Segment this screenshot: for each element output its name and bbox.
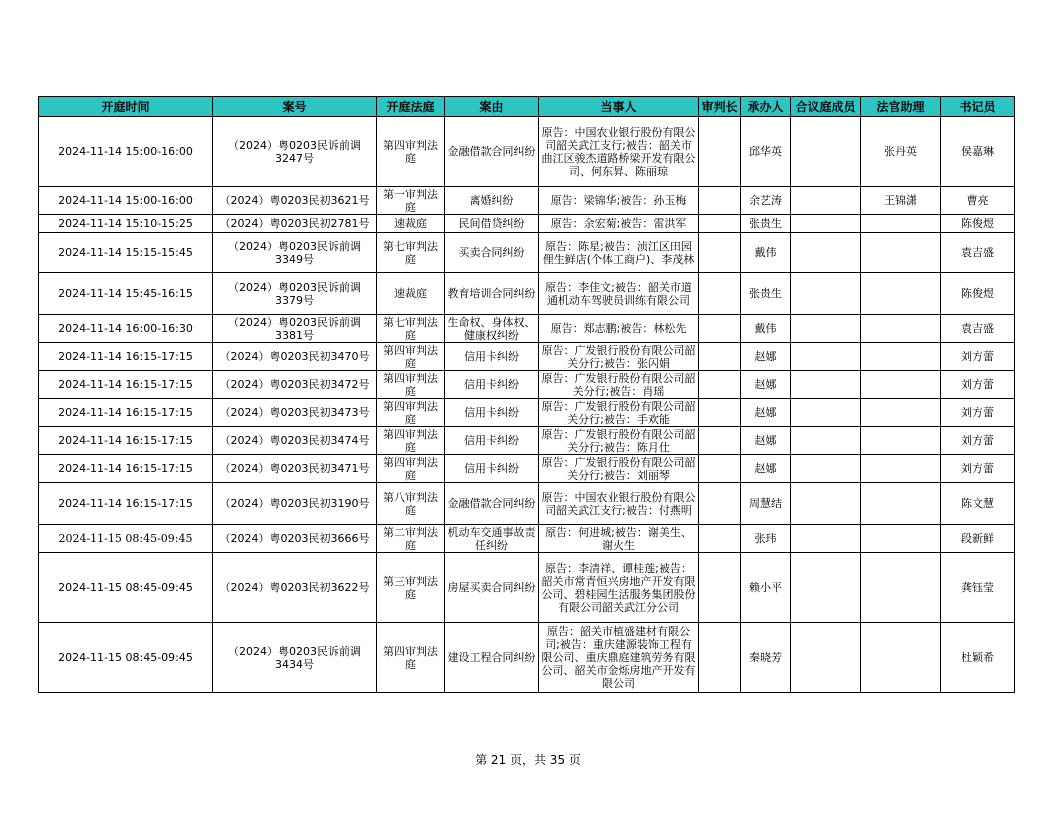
parties-cell: [539, 233, 699, 273]
handler-cell: [741, 315, 791, 343]
time-text: 2024-11-14 15:45-16:15: [58, 287, 193, 300]
time-text: 2024-11-14 15:00-16:00: [58, 194, 193, 207]
parties-cell: [539, 273, 699, 315]
clerk-cell: [941, 233, 1015, 273]
case-no-text: （2024）粤0203民诉前调3381号: [228, 315, 361, 342]
case-no-cell: [213, 399, 377, 427]
clerk-cell: [941, 525, 1015, 553]
clerk-cell: [941, 187, 1015, 215]
cause-cell: [445, 187, 539, 215]
time-cell: [39, 371, 213, 399]
table-row: [39, 273, 1015, 315]
time-text: 2024-11-14 16:15-17:15: [58, 462, 193, 475]
clerk-cell: [941, 427, 1015, 455]
time-cell: [39, 553, 213, 623]
handler-text: 邱华英: [749, 145, 782, 158]
panel-cell: [791, 455, 861, 483]
clerk-cell: [941, 215, 1015, 233]
parties-text: 原告：何进城;被告：谢美生、谢火生: [545, 525, 692, 552]
cause-text: 房屋买卖合同纠纷: [447, 581, 536, 594]
cause-text: 信用卡纠纷: [464, 462, 519, 475]
parties-text: 原告：韶关市植盛建材有限公司;被告：重庆建源装饰工程有限公司、重庆鼎庭建筑劳务有限公司、韶关市金烁房地产开发有限公司: [541, 625, 696, 690]
panel-cell: [791, 371, 861, 399]
presiding-cell: [699, 315, 741, 343]
handler-cell: [741, 233, 791, 273]
table-row: [39, 427, 1015, 455]
clerk-text: 刘方蕾: [961, 378, 994, 391]
case-no-text: （2024）粤0203民诉前调3349号: [228, 239, 361, 266]
case-no-text: （2024）粤0203民诉前调3434号: [228, 644, 361, 671]
handler-cell: [741, 343, 791, 371]
panel-cell: [791, 117, 861, 187]
handler-cell: [741, 371, 791, 399]
clerk-text: 侯嘉琳: [961, 145, 994, 158]
presiding-cell: [699, 525, 741, 553]
parties-cell: [539, 187, 699, 215]
court-text: 第七审判法庭: [383, 239, 438, 266]
table-row: [39, 315, 1015, 343]
case-no-text: （2024）粤0203民初3474号: [219, 434, 370, 447]
handler-cell: [741, 399, 791, 427]
presiding-cell: [699, 623, 741, 693]
time-cell: [39, 343, 213, 371]
presiding-cell: [699, 371, 741, 399]
table-row: [39, 371, 1015, 399]
handler-text: 赵娜: [754, 434, 777, 447]
presiding-cell: [699, 399, 741, 427]
cause-cell: [445, 525, 539, 553]
presiding-cell: [699, 553, 741, 623]
cause-cell: [445, 553, 539, 623]
parties-cell: [539, 483, 699, 525]
col-header-handler: 承办人: [741, 97, 791, 117]
court-text: 第四审判法庭: [383, 455, 438, 482]
parties-cell: [539, 215, 699, 233]
col-header-panel: 合议庭成员: [791, 97, 861, 117]
handler-text: 赵娜: [754, 462, 777, 475]
time-text: 2024-11-15 08:45-09:45: [58, 532, 193, 545]
handler-text: 戴伟: [754, 246, 777, 259]
time-cell: [39, 215, 213, 233]
handler-text: 张贵生: [749, 217, 782, 230]
parties-cell: [539, 455, 699, 483]
court-cell: [377, 525, 445, 553]
time-cell: [39, 525, 213, 553]
time-cell: [39, 623, 213, 693]
handler-cell: [741, 455, 791, 483]
assistant-cell: [861, 399, 941, 427]
parties-cell: [539, 427, 699, 455]
cause-text: 建设工程合同纠纷: [447, 651, 536, 664]
handler-cell: [741, 215, 791, 233]
cause-text: 信用卡纠纷: [464, 350, 519, 363]
court-cell: [377, 117, 445, 187]
table-row: [39, 233, 1015, 273]
time-text: 2024-11-14 16:15-17:15: [58, 497, 193, 510]
court-cell: [377, 215, 445, 233]
court-text: 第三审判法庭: [383, 574, 438, 601]
time-cell: [39, 273, 213, 315]
cause-cell: [445, 455, 539, 483]
time-cell: [39, 455, 213, 483]
parties-text: 原告：余宏菊;被告：雷洪军: [550, 217, 687, 230]
time-cell: [39, 117, 213, 187]
cause-cell: [445, 399, 539, 427]
presiding-cell: [699, 187, 741, 215]
panel-cell: [791, 525, 861, 553]
court-cell: [377, 553, 445, 623]
cause-cell: [445, 343, 539, 371]
col-header-case-no: 案号: [213, 97, 377, 117]
panel-cell: [791, 215, 861, 233]
handler-text: 赵娜: [754, 350, 777, 363]
table-header-row: [39, 97, 1015, 117]
court-text: 第四审判法庭: [383, 343, 438, 370]
parties-text: 原告：郑志鹏;被告：林松先: [550, 322, 687, 335]
panel-cell: [791, 343, 861, 371]
table-row: [39, 399, 1015, 427]
clerk-text: 刘方蕾: [961, 406, 994, 419]
parties-cell: [539, 553, 699, 623]
assistant-cell: [861, 117, 941, 187]
case-no-text: （2024）粤0203民初3190号: [219, 497, 370, 510]
parties-text: 原告：广发银行股份有限公司韶关分行;被告：刘丽琴: [541, 455, 696, 482]
time-cell: [39, 315, 213, 343]
court-cell: [377, 427, 445, 455]
time-text: 2024-11-14 15:15-15:45: [58, 246, 193, 259]
court-text: 速裁庭: [394, 217, 427, 230]
cause-cell: [445, 117, 539, 187]
panel-cell: [791, 399, 861, 427]
court-cell: [377, 371, 445, 399]
case-no-text: （2024）粤0203民初3470号: [219, 350, 370, 363]
time-text: 2024-11-15 08:45-09:45: [58, 651, 193, 664]
cause-text: 生命权、身体权、健康权纠纷: [447, 315, 536, 342]
time-text: 2024-11-14 16:15-17:15: [58, 350, 193, 363]
clerk-cell: [941, 399, 1015, 427]
parties-cell: [539, 623, 699, 693]
court-cell: [377, 315, 445, 343]
panel-cell: [791, 483, 861, 525]
handler-cell: [741, 117, 791, 187]
presiding-cell: [699, 215, 741, 233]
handler-text: 赵娜: [754, 406, 777, 419]
panel-cell: [791, 623, 861, 693]
clerk-cell: [941, 315, 1015, 343]
case-no-cell: [213, 343, 377, 371]
assistant-cell: [861, 525, 941, 553]
assistant-cell: [861, 553, 941, 623]
cause-text: 信用卡纠纷: [464, 378, 519, 391]
court-text: 第一审判法庭: [383, 187, 438, 214]
court-cell: [377, 483, 445, 525]
clerk-cell: [941, 483, 1015, 525]
case-no-cell: [213, 117, 377, 187]
case-no-cell: [213, 371, 377, 399]
table-row: [39, 553, 1015, 623]
clerk-cell: [941, 273, 1015, 315]
court-text: 第七审判法庭: [383, 315, 438, 342]
assistant-cell: [861, 371, 941, 399]
time-text: 2024-11-14 16:15-17:15: [58, 378, 193, 391]
presiding-cell: [699, 117, 741, 187]
cause-cell: [445, 215, 539, 233]
assistant-cell: [861, 455, 941, 483]
table-row: [39, 483, 1015, 525]
parties-text: 原告：陈星;被告：浈江区田园俚生鲜店(个体工商户)、李茂林: [542, 239, 695, 266]
handler-cell: [741, 187, 791, 215]
panel-cell: [791, 553, 861, 623]
case-no-text: （2024）粤0203民初3472号: [219, 378, 370, 391]
case-no-cell: [213, 483, 377, 525]
parties-text: 原告：广发银行股份有限公司韶关分行;被告：张闪娟: [541, 343, 696, 370]
case-no-cell: [213, 215, 377, 233]
cause-cell: [445, 315, 539, 343]
col-header-court: 开庭法庭: [377, 97, 445, 117]
clerk-text: 杜颖希: [961, 651, 994, 664]
cause-text: 机动车交通事故责任纠纷: [447, 525, 536, 552]
court-cell: [377, 455, 445, 483]
case-no-text: （2024）粤0203民初3473号: [219, 406, 370, 419]
cause-text: 信用卡纠纷: [464, 434, 519, 447]
assistant-cell: [861, 343, 941, 371]
cause-text: 民间借贷纠纷: [458, 217, 525, 230]
clerk-text: 刘方蕾: [961, 350, 994, 363]
cause-cell: [445, 623, 539, 693]
clerk-text: 陈俊煜: [961, 287, 994, 300]
case-no-text: （2024）粤0203民初3666号: [219, 532, 370, 545]
assistant-text: 王锦潇: [884, 194, 917, 207]
handler-text: 张玮: [754, 532, 777, 545]
case-no-text: （2024）粤0203民初3471号: [219, 462, 370, 475]
table-row: [39, 187, 1015, 215]
clerk-cell: [941, 553, 1015, 623]
case-no-text: （2024）粤0203民初3621号: [219, 194, 370, 207]
case-no-cell: [213, 427, 377, 455]
court-text: 速裁庭: [394, 287, 427, 300]
parties-text: 原告：广发银行股份有限公司韶关分行;被告：肖瑶: [541, 371, 696, 398]
cause-text: 离婚纠纷: [469, 194, 514, 207]
case-no-text: （2024）粤0203民初3622号: [219, 581, 370, 594]
panel-cell: [791, 273, 861, 315]
assistant-cell: [861, 233, 941, 273]
time-text: 2024-11-14 15:10-15:25: [58, 217, 193, 230]
case-no-text: （2024）粤0203民初2781号: [219, 217, 370, 230]
time-cell: [39, 427, 213, 455]
panel-cell: [791, 427, 861, 455]
clerk-text: 陈俊煜: [961, 217, 994, 230]
parties-text: 原告：中国农业银行股份有限公司韶关武江支行;被告：韶关市曲江区骏杰道路桥梁开发有限公司、何东昇、陈丽琼: [541, 125, 696, 178]
time-cell: [39, 483, 213, 525]
parties-text: 原告：广发银行股份有限公司韶关分行;被告：陈月仕: [541, 427, 696, 454]
case-no-cell: [213, 315, 377, 343]
table-row: [39, 525, 1015, 553]
parties-cell: [539, 371, 699, 399]
cause-cell: [445, 427, 539, 455]
clerk-cell: [941, 623, 1015, 693]
cause-text: 金融借款合同纠纷: [447, 145, 536, 158]
time-cell: [39, 233, 213, 273]
parties-cell: [539, 343, 699, 371]
court-text: 第四审判法庭: [383, 399, 438, 426]
court-cell: [377, 273, 445, 315]
parties-text: 原告：李清祥、谭桂莲;被告：韶关市常青恒兴房地产开发有限公司、碧桂园生活服务集团股份有限公司韶关武江分公司: [541, 561, 696, 614]
assistant-cell: [861, 623, 941, 693]
parties-text: 原告：广发银行股份有限公司韶关分行;被告：手欢能: [541, 399, 696, 426]
case-no-cell: [213, 623, 377, 693]
court-cell: [377, 343, 445, 371]
handler-text: 赖小平: [749, 581, 782, 594]
court-cell: [377, 233, 445, 273]
presiding-cell: [699, 427, 741, 455]
presiding-cell: [699, 233, 741, 273]
panel-cell: [791, 315, 861, 343]
time-cell: [39, 187, 213, 215]
parties-text: 原告：中国农业银行股份有限公司韶关武江支行;被告：付燕明: [541, 490, 696, 517]
case-no-cell: [213, 455, 377, 483]
presiding-cell: [699, 343, 741, 371]
parties-cell: [539, 525, 699, 553]
case-no-cell: [213, 233, 377, 273]
cause-text: 教育培训合同纠纷: [447, 287, 536, 300]
presiding-cell: [699, 273, 741, 315]
handler-cell: [741, 553, 791, 623]
handler-text: 周慧结: [749, 497, 782, 510]
case-no-cell: [213, 187, 377, 215]
time-text: 2024-11-14 16:15-17:15: [58, 434, 193, 447]
court-cell: [377, 187, 445, 215]
handler-text: 秦晓芳: [749, 651, 782, 664]
clerk-text: 龚钰莹: [961, 581, 994, 594]
clerk-cell: [941, 371, 1015, 399]
table-row: [39, 343, 1015, 371]
col-header-parties: 当事人: [539, 97, 699, 117]
clerk-text: 袁吉盛: [961, 246, 994, 259]
case-no-cell: [213, 553, 377, 623]
table-row: [39, 623, 1015, 693]
clerk-text: 曹亮: [966, 194, 989, 207]
table-row: [39, 455, 1015, 483]
presiding-cell: [699, 483, 741, 525]
cause-text: 金融借款合同纠纷: [447, 497, 536, 510]
presiding-cell: [699, 455, 741, 483]
cause-cell: [445, 371, 539, 399]
clerk-text: 陈文慧: [961, 497, 994, 510]
assistant-cell: [861, 187, 941, 215]
page-footer: 第 21 页，共 35 页: [475, 753, 581, 767]
handler-cell: [741, 623, 791, 693]
handler-cell: [741, 525, 791, 553]
clerk-text: 袁吉盛: [961, 322, 994, 335]
panel-cell: [791, 187, 861, 215]
clerk-text: 刘方蕾: [961, 462, 994, 475]
time-text: 2024-11-14 15:00-16:00: [58, 145, 193, 158]
assistant-cell: [861, 315, 941, 343]
clerk-text: 刘方蕾: [961, 434, 994, 447]
court-text: 第八审判法庭: [383, 490, 438, 517]
parties-cell: [539, 117, 699, 187]
handler-text: 戴伟: [754, 322, 777, 335]
clerk-cell: [941, 455, 1015, 483]
parties-cell: [539, 315, 699, 343]
handler-cell: [741, 483, 791, 525]
col-header-presiding: 审判长: [699, 97, 741, 117]
case-no-cell: [213, 525, 377, 553]
court-text: 第四审判法庭: [383, 427, 438, 454]
table-row: [39, 215, 1015, 233]
handler-text: 赵娜: [754, 378, 777, 391]
parties-text: 原告：梁锦华;被告：孙玉梅: [550, 194, 687, 207]
table-row: [39, 117, 1015, 187]
case-no-text: （2024）粤0203民诉前调3379号: [228, 280, 361, 307]
cause-cell: [445, 483, 539, 525]
time-cell: [39, 399, 213, 427]
hearing-schedule-table: [38, 96, 1015, 693]
clerk-cell: [941, 343, 1015, 371]
clerk-cell: [941, 117, 1015, 187]
handler-cell: [741, 273, 791, 315]
clerk-text: 段新鲜: [961, 532, 994, 545]
case-no-text: （2024）粤0203民诉前调3247号: [228, 138, 361, 165]
court-text: 第二审判法庭: [383, 525, 438, 552]
cause-cell: [445, 273, 539, 315]
time-text: 2024-11-14 16:00-16:30: [58, 322, 193, 335]
court-text: 第四审判法庭: [383, 371, 438, 398]
assistant-cell: [861, 427, 941, 455]
handler-text: 余艺涛: [749, 194, 782, 207]
time-text: 2024-11-14 16:15-17:15: [58, 406, 193, 419]
cause-cell: [445, 233, 539, 273]
col-header-clerk: 书记员: [941, 97, 1015, 117]
case-no-cell: [213, 273, 377, 315]
handler-text: 张贵生: [749, 287, 782, 300]
parties-cell: [539, 399, 699, 427]
court-text: 第四审判法庭: [383, 138, 438, 165]
handler-cell: [741, 427, 791, 455]
panel-cell: [791, 233, 861, 273]
court-cell: [377, 399, 445, 427]
cause-text: 信用卡纠纷: [464, 406, 519, 419]
col-header-time: 开庭时间: [39, 97, 213, 117]
col-header-cause: 案由: [445, 97, 539, 117]
assistant-cell: [861, 483, 941, 525]
time-text: 2024-11-15 08:45-09:45: [58, 581, 193, 594]
cause-text: 买卖合同纠纷: [458, 246, 525, 259]
col-header-assistant: 法官助理: [861, 97, 941, 117]
assistant-text: 张丹英: [884, 145, 917, 158]
court-cell: [377, 623, 445, 693]
parties-text: 原告：李佳文;被告：韶关市道通机动车驾驶员训练有限公司: [545, 280, 692, 307]
assistant-cell: [861, 273, 941, 315]
court-text: 第四审判法庭: [383, 644, 438, 671]
assistant-cell: [861, 215, 941, 233]
